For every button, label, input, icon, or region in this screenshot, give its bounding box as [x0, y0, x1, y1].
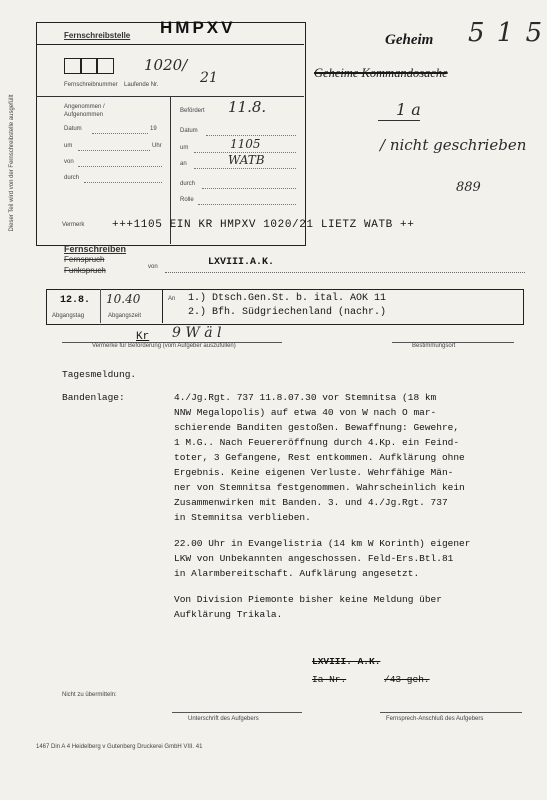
nicht-zu-uebermitteln-label: Nicht zu übermitteln:: [62, 692, 117, 698]
sender-unit: LXVIII.A.K.: [208, 257, 275, 268]
sent-datum: Datum: [180, 128, 198, 134]
vermerk-label: Vermerk: [62, 222, 85, 228]
body-para2-line: 22.00 Uhr in Evangelistria (14 km W Korinth) eigener: [174, 538, 471, 549]
station-label: Fernschreibstelle: [64, 31, 131, 40]
signature-ia-nr: Ia Nr.: [312, 674, 347, 685]
report-section-label: Bandenlage:: [62, 392, 125, 403]
abgang-time-label: Abgangszeit: [108, 313, 142, 319]
geheim-label: Geheim: [385, 32, 434, 48]
report-heading: Tagesmeldung.: [62, 369, 137, 380]
hand-page-number: 5 1 5: [468, 18, 545, 48]
signature-geh: /43 geh.: [384, 674, 430, 685]
body-para2-line: in Alarmbereitschaft. Aufklärung angesetzt.: [174, 568, 420, 579]
lfd-number-hand: 21: [200, 70, 218, 86]
body-line: 4./Jg.Rgt. 737 11.8.07.30 vor Stemnitsa (18 km: [174, 392, 437, 403]
sent-rolle: Rolle: [180, 197, 194, 203]
sent-an: an: [180, 161, 187, 167]
sent-hand-um: 1105: [230, 137, 261, 151]
form-type-funkspruch: Funkspruch: [64, 266, 106, 275]
lfd-number-label: Laufende Nr.: [124, 82, 159, 88]
body-line: ner von Stemnitsa festgenommen. Wahrscheinlich kein: [174, 482, 465, 493]
fs-number-hand: 1020/: [144, 56, 188, 74]
body-line: in Stemnitsa verblieben.: [174, 512, 311, 523]
printer-line: 1467 Din A 4 Heidelberg v Gutenberg Druckerei GmbH VIII. 41: [36, 744, 203, 750]
sent-um: um: [180, 145, 189, 151]
sent-hand-date: 11.8.: [228, 98, 267, 116]
sent-durch: durch: [180, 181, 196, 187]
body-para3-line: Aufklärung Trikala.: [174, 609, 283, 620]
body-line: Ergebnis. Keine eigenen Verluste. Wehrfähige Män-: [174, 467, 454, 478]
recipient-1: 1.) Dtsch.Gen.St. b. ital. AOK 11: [188, 293, 387, 304]
form-type-fernspruch: Fernspruch: [64, 255, 105, 264]
body-line: toter, 3 Gefangene, Rest entkommen. Aufklärung ohne: [174, 452, 465, 463]
side-note: Dieser Teil wird von der Fernschreibstelle ausgefüllt: [9, 94, 15, 232]
received-datum: Datum: [64, 126, 82, 132]
routing-hand-code: 889: [456, 180, 481, 195]
body-line: NNW Megalopolis) auf etwa 40 von W nach O mar-: [174, 407, 437, 418]
body-para2-line: LKW von Unbekannten angeschossen. Feld-Ers.Btl.81: [174, 553, 454, 564]
routing-hand-number: 1 a: [396, 100, 421, 119]
vermerk-befoerderung-label: Vermerke für Beförderung (vom Aufgeber auszufüllen): [92, 343, 236, 349]
sent-hand-an: WATB: [228, 153, 265, 167]
an-label: An: [168, 296, 176, 302]
unterschrift-label: Unterschrift des Aufgebers: [188, 716, 259, 722]
body-line: Zusammenwirken mit Banden. 3. und 4./Jg.Rgt. 737: [174, 497, 448, 508]
abgang-time: 10.40: [106, 292, 141, 306]
fernsprech-label: Fernsprech-Anschluß des Aufgebers: [386, 716, 484, 722]
priority-hand: 9 W ä l: [172, 325, 222, 341]
geheime-kommandosache: Geheime Kommandosache: [314, 66, 448, 80]
vermerk-text: +++1105 EIN KR HMPXV 1020/21 LIETZ WATB ++: [112, 219, 415, 231]
recipient-2: 2.) Bfh. Südgriechenland (nachr.): [188, 307, 387, 318]
received-year: 19: [150, 126, 157, 132]
received-durch: durch: [64, 175, 80, 181]
von-label: von: [148, 264, 158, 270]
body-line: schierende Banditen gestoßen. Bewaffnung: Gewehre,: [174, 422, 460, 433]
bestimmungsort-label: Bestimmungsort: [412, 343, 456, 349]
station-stamp: HMPXV: [160, 18, 236, 37]
abgang-label: Abgangstag: [52, 313, 85, 319]
signature-sender: LXVIII. A.K.: [312, 656, 381, 667]
fs-number-label: Fernschreibnummer: [64, 82, 118, 88]
sent-title: Befördert: [180, 108, 205, 114]
routing-hand-text: / nicht geschrieben: [380, 136, 527, 154]
body-para3-line: Von Division Piemonte bisher keine Meldung über: [174, 594, 442, 605]
received-uhr: Uhr: [152, 143, 162, 149]
kr-marker: Kr: [136, 331, 150, 343]
body-line: 1 M.G.. Nach Feuereröffnung durch 4.Kp. ein Feind-: [174, 437, 460, 448]
received-von: von: [64, 159, 74, 165]
abgang-date: 12.8.: [60, 295, 91, 306]
received-title: Angenommen / Aufgenommen: [64, 104, 105, 118]
received-um: um: [64, 143, 73, 149]
form-type-fernschreiben: Fernschreiben: [64, 244, 127, 254]
